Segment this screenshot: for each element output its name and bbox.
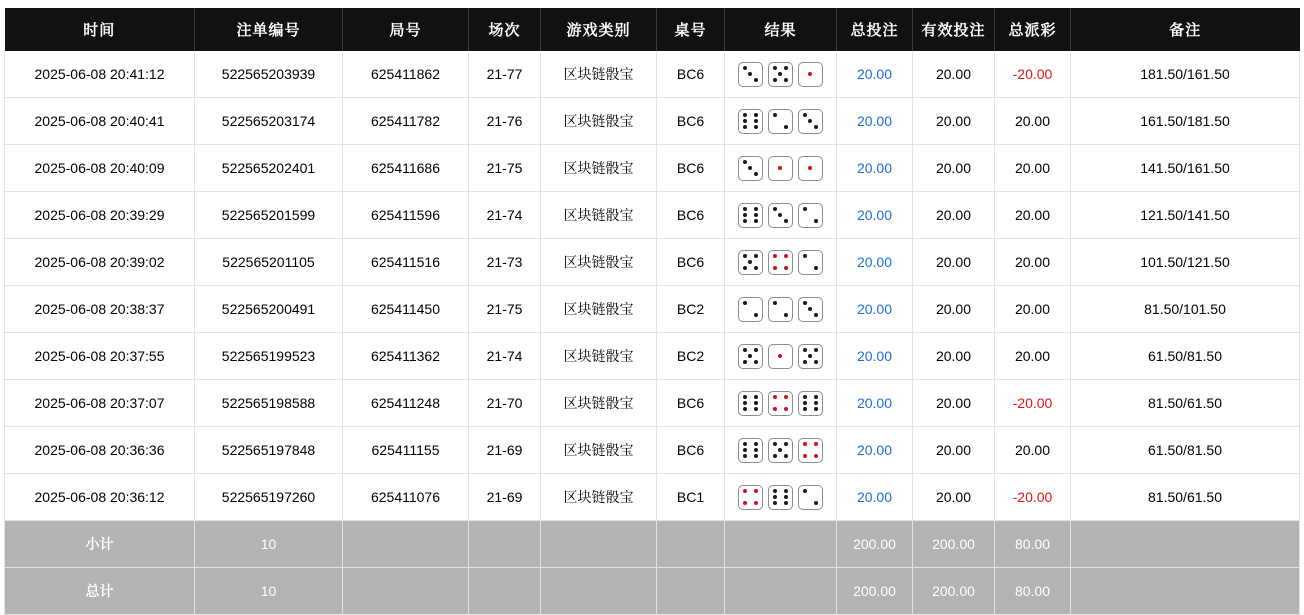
cell-game: 区块链骰宝 — [541, 474, 657, 521]
cell-total-bet: 20.00 — [837, 145, 913, 192]
cell-time: 2025-06-08 20:36:12 — [5, 474, 195, 521]
dice-group — [729, 250, 832, 275]
cell-desk: BC6 — [657, 51, 725, 98]
summary-label: 小计 — [5, 521, 195, 568]
summary-blank-game — [541, 568, 657, 615]
cell-bet-id: 522565201599 — [195, 192, 343, 239]
table-row — [5, 286, 1300, 333]
dice-face-6-icon — [738, 438, 763, 463]
cell-valid-bet: 20.00 — [913, 333, 995, 380]
cell-game: 区块链骰宝 — [541, 333, 657, 380]
cell-bet-id: 522565203174 — [195, 98, 343, 145]
column-header-desk: 桌号 — [657, 8, 725, 51]
cell-round: 625411076 — [343, 474, 469, 521]
cell-round: 625411450 — [343, 286, 469, 333]
cell-session: 21-69 — [469, 427, 541, 474]
cell-session: 21-76 — [469, 98, 541, 145]
cell-desk: BC2 — [657, 333, 725, 380]
cell-result — [725, 192, 837, 239]
cell-remark: 101.50/121.50 — [1071, 239, 1300, 286]
summary-total-bet: 200.00 — [837, 521, 913, 568]
summary-blank-session — [469, 521, 541, 568]
dice-face-6-icon — [738, 391, 763, 416]
cell-valid-bet: 20.00 — [913, 51, 995, 98]
cell-desk: BC6 — [657, 239, 725, 286]
cell-round: 625411596 — [343, 192, 469, 239]
table-row — [5, 51, 1300, 98]
cell-remark: 181.50/161.50 — [1071, 51, 1300, 98]
dice-face-1-icon — [798, 156, 823, 181]
cell-session: 21-75 — [469, 286, 541, 333]
cell-total-bet: 20.00 — [837, 51, 913, 98]
cell-bet-id: 522565200491 — [195, 286, 343, 333]
table-row — [5, 474, 1300, 521]
cell-result — [725, 239, 837, 286]
cell-round: 625411686 — [343, 145, 469, 192]
cell-time: 2025-06-08 20:41:12 — [5, 51, 195, 98]
cell-time: 2025-06-08 20:38:37 — [5, 286, 195, 333]
cell-payout: 20.00 — [995, 427, 1071, 474]
dice-face-2-icon — [798, 250, 823, 275]
column-header-remark: 备注 — [1071, 8, 1300, 51]
cell-session: 21-74 — [469, 333, 541, 380]
dice-face-6-icon — [738, 203, 763, 228]
dice-face-6-icon — [768, 485, 793, 510]
dice-face-4-icon — [768, 391, 793, 416]
cell-bet-id: 522565201105 — [195, 239, 343, 286]
summary-valid-bet: 200.00 — [913, 568, 995, 615]
cell-valid-bet: 20.00 — [913, 192, 995, 239]
cell-result — [725, 427, 837, 474]
cell-valid-bet: 20.00 — [913, 286, 995, 333]
column-header-game: 游戏类别 — [541, 8, 657, 51]
dice-group — [729, 62, 832, 87]
summary-valid-bet: 200.00 — [913, 521, 995, 568]
summary-count: 10 — [195, 568, 343, 615]
cell-time: 2025-06-08 20:40:41 — [5, 98, 195, 145]
cell-game: 区块链骰宝 — [541, 145, 657, 192]
cell-remark: 141.50/161.50 — [1071, 145, 1300, 192]
dice-face-2-icon — [798, 485, 823, 510]
cell-time: 2025-06-08 20:39:02 — [5, 239, 195, 286]
summary-blank-desk — [657, 568, 725, 615]
table-row — [5, 380, 1300, 427]
dice-group — [729, 485, 832, 510]
cell-desk: BC6 — [657, 98, 725, 145]
dice-face-3-icon — [738, 156, 763, 181]
summary-blank-round — [343, 568, 469, 615]
dice-group — [729, 344, 832, 369]
cell-payout: 20.00 — [995, 192, 1071, 239]
dice-face-3-icon — [798, 109, 823, 134]
cell-valid-bet: 20.00 — [913, 474, 995, 521]
cell-game: 区块链骰宝 — [541, 427, 657, 474]
cell-time: 2025-06-08 20:36:36 — [5, 427, 195, 474]
column-header-valid-bet: 有效投注 — [913, 8, 995, 51]
summary-total-bet: 200.00 — [837, 568, 913, 615]
dice-face-6-icon — [798, 391, 823, 416]
cell-game: 区块链骰宝 — [541, 98, 657, 145]
cell-game: 区块链骰宝 — [541, 239, 657, 286]
cell-total-bet: 20.00 — [837, 427, 913, 474]
summary-row — [5, 521, 1300, 568]
table-header — [5, 8, 1300, 51]
dice-face-5-icon — [768, 62, 793, 87]
cell-session: 21-77 — [469, 51, 541, 98]
dice-face-1-icon — [768, 156, 793, 181]
cell-round: 625411155 — [343, 427, 469, 474]
cell-total-bet: 20.00 — [837, 192, 913, 239]
cell-total-bet: 20.00 — [837, 286, 913, 333]
cell-total-bet: 20.00 — [837, 239, 913, 286]
cell-desk: BC6 — [657, 145, 725, 192]
summary-blank-session — [469, 568, 541, 615]
cell-payout: -20.00 — [995, 380, 1071, 427]
dice-face-1-icon — [798, 62, 823, 87]
summary-payout: 80.00 — [995, 521, 1071, 568]
cell-desk: BC6 — [657, 380, 725, 427]
dice-face-3-icon — [798, 297, 823, 322]
cell-time: 2025-06-08 20:37:55 — [5, 333, 195, 380]
header-row — [5, 8, 1300, 51]
summary-blank-result — [725, 521, 837, 568]
cell-bet-id: 522565198588 — [195, 380, 343, 427]
cell-valid-bet: 20.00 — [913, 145, 995, 192]
dice-group — [729, 297, 832, 322]
table-row — [5, 239, 1300, 286]
column-header-session: 场次 — [469, 8, 541, 51]
cell-time: 2025-06-08 20:39:29 — [5, 192, 195, 239]
cell-session: 21-75 — [469, 145, 541, 192]
cell-game: 区块链骰宝 — [541, 286, 657, 333]
dice-face-3-icon — [768, 203, 793, 228]
cell-total-bet: 20.00 — [837, 380, 913, 427]
dice-group — [729, 109, 832, 134]
cell-payout: -20.00 — [995, 51, 1071, 98]
cell-total-bet: 20.00 — [837, 333, 913, 380]
summary-blank-game — [541, 521, 657, 568]
cell-desk: BC6 — [657, 192, 725, 239]
table-body — [5, 51, 1300, 615]
column-header-bet-id: 注单编号 — [195, 8, 343, 51]
cell-payout: -20.00 — [995, 474, 1071, 521]
cell-valid-bet: 20.00 — [913, 239, 995, 286]
cell-result — [725, 333, 837, 380]
cell-remark: 61.50/81.50 — [1071, 333, 1300, 380]
cell-game: 区块链骰宝 — [541, 51, 657, 98]
cell-remark: 81.50/101.50 — [1071, 286, 1300, 333]
column-header-time: 时间 — [5, 8, 195, 51]
summary-payout: 80.00 — [995, 568, 1071, 615]
summary-blank-remark — [1071, 521, 1300, 568]
cell-remark: 81.50/61.50 — [1071, 380, 1300, 427]
cell-valid-bet: 20.00 — [913, 98, 995, 145]
cell-session: 21-74 — [469, 192, 541, 239]
dice-group — [729, 438, 832, 463]
cell-payout: 20.00 — [995, 333, 1071, 380]
dice-face-2-icon — [738, 297, 763, 322]
column-header-result: 结果 — [725, 8, 837, 51]
cell-remark: 81.50/61.50 — [1071, 474, 1300, 521]
cell-desk: BC2 — [657, 286, 725, 333]
dice-face-2-icon — [798, 203, 823, 228]
cell-session: 21-73 — [469, 239, 541, 286]
table-row — [5, 192, 1300, 239]
cell-payout: 20.00 — [995, 286, 1071, 333]
cell-result — [725, 51, 837, 98]
cell-round: 625411862 — [343, 51, 469, 98]
dice-group — [729, 391, 832, 416]
cell-desk: BC1 — [657, 474, 725, 521]
cell-payout: 20.00 — [995, 145, 1071, 192]
dice-face-4-icon — [798, 438, 823, 463]
dice-face-6-icon — [738, 109, 763, 134]
cell-round: 625411516 — [343, 239, 469, 286]
cell-total-bet: 20.00 — [837, 474, 913, 521]
cell-bet-id: 522565197848 — [195, 427, 343, 474]
cell-game: 区块链骰宝 — [541, 192, 657, 239]
cell-result — [725, 98, 837, 145]
cell-result — [725, 474, 837, 521]
cell-total-bet: 20.00 — [837, 98, 913, 145]
dice-group — [729, 156, 832, 181]
cell-bet-id: 522565197260 — [195, 474, 343, 521]
dice-face-2-icon — [768, 297, 793, 322]
column-header-payout: 总派彩 — [995, 8, 1071, 51]
cell-valid-bet: 20.00 — [913, 427, 995, 474]
cell-remark: 61.50/81.50 — [1071, 427, 1300, 474]
table-row — [5, 145, 1300, 192]
dice-face-2-icon — [768, 109, 793, 134]
cell-valid-bet: 20.00 — [913, 380, 995, 427]
summary-blank-round — [343, 521, 469, 568]
cell-remark: 121.50/141.50 — [1071, 192, 1300, 239]
table-row — [5, 427, 1300, 474]
cell-result — [725, 145, 837, 192]
summary-row — [5, 568, 1300, 615]
column-header-round: 局号 — [343, 8, 469, 51]
cell-session: 21-70 — [469, 380, 541, 427]
summary-count: 10 — [195, 521, 343, 568]
dice-face-5-icon — [738, 344, 763, 369]
dice-face-5-icon — [738, 250, 763, 275]
cell-round: 625411782 — [343, 98, 469, 145]
summary-blank-remark — [1071, 568, 1300, 615]
cell-bet-id: 522565203939 — [195, 51, 343, 98]
cell-time: 2025-06-08 20:40:09 — [5, 145, 195, 192]
summary-label: 总计 — [5, 568, 195, 615]
dice-face-4-icon — [738, 485, 763, 510]
summary-blank-result — [725, 568, 837, 615]
summary-blank-desk — [657, 521, 725, 568]
cell-bet-id: 522565202401 — [195, 145, 343, 192]
cell-result — [725, 286, 837, 333]
cell-round: 625411362 — [343, 333, 469, 380]
dice-face-1-icon — [768, 344, 793, 369]
cell-payout: 20.00 — [995, 98, 1071, 145]
bet-records-table — [4, 8, 1300, 615]
cell-session: 21-69 — [469, 474, 541, 521]
cell-result — [725, 380, 837, 427]
table-row — [5, 333, 1300, 380]
cell-bet-id: 522565199523 — [195, 333, 343, 380]
cell-time: 2025-06-08 20:37:07 — [5, 380, 195, 427]
dice-face-3-icon — [738, 62, 763, 87]
dice-group — [729, 203, 832, 228]
cell-round: 625411248 — [343, 380, 469, 427]
cell-remark: 161.50/181.50 — [1071, 98, 1300, 145]
dice-face-5-icon — [798, 344, 823, 369]
column-header-total-bet: 总投注 — [837, 8, 913, 51]
table-row — [5, 98, 1300, 145]
dice-face-4-icon — [768, 250, 793, 275]
cell-payout: 20.00 — [995, 239, 1071, 286]
cell-desk: BC6 — [657, 427, 725, 474]
cell-game: 区块链骰宝 — [541, 380, 657, 427]
dice-face-5-icon — [768, 438, 793, 463]
